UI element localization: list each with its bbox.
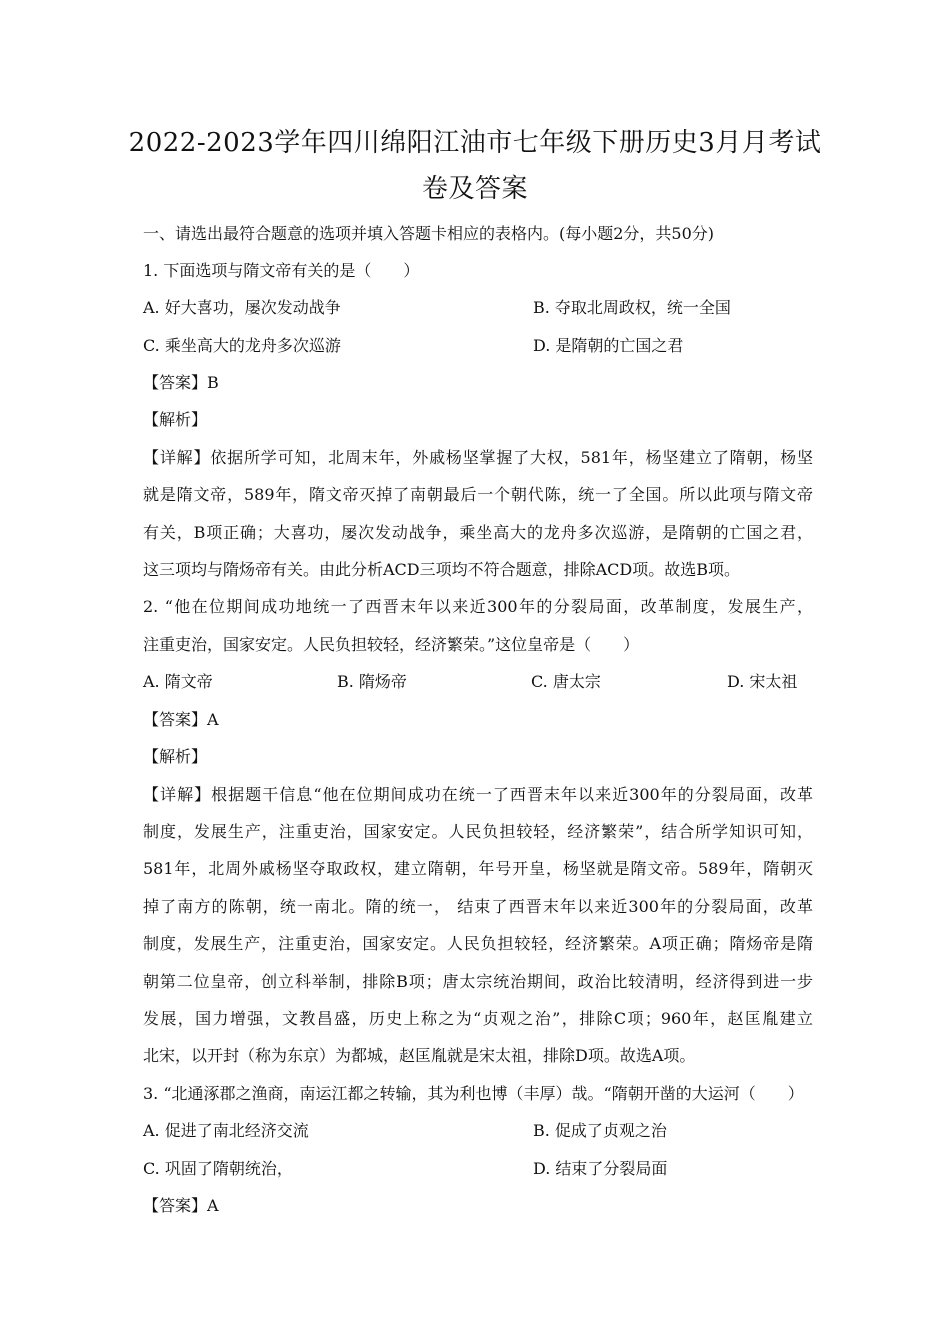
- q2-stem-line-1: 2. “他在位期间成功地统一了西晋末年以来近300年的分裂局面，改革制度，发展生产，: [143, 597, 813, 616]
- q3-stem: 3. “北通涿郡之渔商，南运江都之转输，其为利也博（丰厚）哉。“隋朝开凿的大运河（ ）: [143, 1084, 804, 1103]
- q2-detail-line-1: 【详解】根据题干信息“他在位期间成功在统一了西晋末年以来近300年的分裂局面，改革: [143, 785, 813, 804]
- q1-detail-line-3: 有关，B项正确；大喜功，屡次发动战争，乘坐高大的龙舟多次巡游，是隋朝的亡国之君，: [143, 523, 813, 542]
- q1-option-c: C. 乘坐高大的龙舟多次巡游: [143, 336, 341, 355]
- q3-option-c: C. 巩固了隋朝统治，: [143, 1159, 293, 1178]
- q1-analysis-label: 【解析】: [143, 410, 208, 429]
- q1-detail-line-2: 就是隋文帝，589年，隋文帝灭掉了南朝最后一个朝代陈，统一了全国。所以此项与隋文帝: [143, 485, 813, 504]
- q1-answer: 【答案】B: [143, 373, 219, 392]
- q2-option-d: D. 宋太祖: [727, 672, 798, 691]
- q3-option-d: D. 结束了分裂局面: [533, 1159, 668, 1178]
- q2-option-b: B. 隋炀帝: [337, 672, 407, 691]
- q2-analysis-label: 【解析】: [143, 747, 208, 766]
- q3-option-a: A. 促进了南北经济交流: [143, 1121, 309, 1140]
- section-header: 一、请选出最符合题意的选项并填入答题卡相应的表格内。(每小题2分，共50分): [143, 224, 715, 243]
- q2-option-c: C. 唐太宗: [531, 672, 601, 691]
- document-title-line-2: 卷及答案: [421, 174, 528, 204]
- q1-detail-line-1: 【详解】依据所学可知，北周末年，外戚杨坚掌握了大权，581年，杨坚建立了隋朝，杨坚: [143, 448, 813, 467]
- q1-option-b: B. 夺取北周政权，统一全国: [533, 298, 731, 317]
- q2-detail-line-8: 北宋，以开封（称为东京）为都城，赵匡胤就是宋太祖，排除D项。故选A项。: [143, 1046, 696, 1065]
- q2-detail-line-6: 朝第二位皇帝，创立科举制，排除B项；唐太宗统治期间，政治比较清明，经济得到进一步: [143, 972, 813, 991]
- q3-option-b: B. 促成了贞观之治: [533, 1121, 667, 1140]
- q2-option-a: A. 隋文帝: [143, 672, 213, 691]
- q2-detail-line-2: 制度，发展生产，注重吏治，国家安定。人民负担较轻，经济繁荣”，结合所学知识可知，: [143, 822, 813, 841]
- q2-stem-line-2: 注重吏治，国家安定。人民负担较轻，经济繁荣。”这位皇帝是（ ）: [143, 635, 640, 654]
- q1-option-d: D. 是隋朝的亡国之君: [533, 336, 684, 355]
- q1-detail-line-4: 这三项均与隋炀帝有关。由此分析ACD三项均不符合题意，排除ACD项。故选B项。: [143, 560, 741, 579]
- document-title-line-1: 2022-2023学年四川绵阳江油市七年级下册历史3月月考试: [128, 128, 822, 158]
- q1-option-a: A. 好大喜功，屡次发动战争: [143, 298, 341, 317]
- q1-stem: 1. 下面选项与隋文帝有关的是（ ）: [143, 261, 420, 280]
- q2-answer: 【答案】A: [143, 710, 219, 729]
- q2-detail-line-5: 制度，发展生产，注重吏治，国家安定。人民负担较轻，经济繁荣。A项正确；隋炀帝是隋: [143, 934, 813, 953]
- q2-detail-line-3: 581年，北周外戚杨坚夺取政权，建立隋朝，年号开皇，杨坚就是隋文帝。589年，隋朝灭: [143, 859, 813, 878]
- q2-detail-line-7: 发展，国力增强，文教昌盛，历史上称之为“贞观之治”，排除C项；960年，赵匡胤建立: [143, 1009, 813, 1028]
- q2-detail-line-4: 掉了南方的陈朝，统一南北。隋的统一， 结束了西晋末年以来近300年的分裂局面，改革: [143, 897, 813, 916]
- q3-answer: 【答案】A: [143, 1196, 219, 1215]
